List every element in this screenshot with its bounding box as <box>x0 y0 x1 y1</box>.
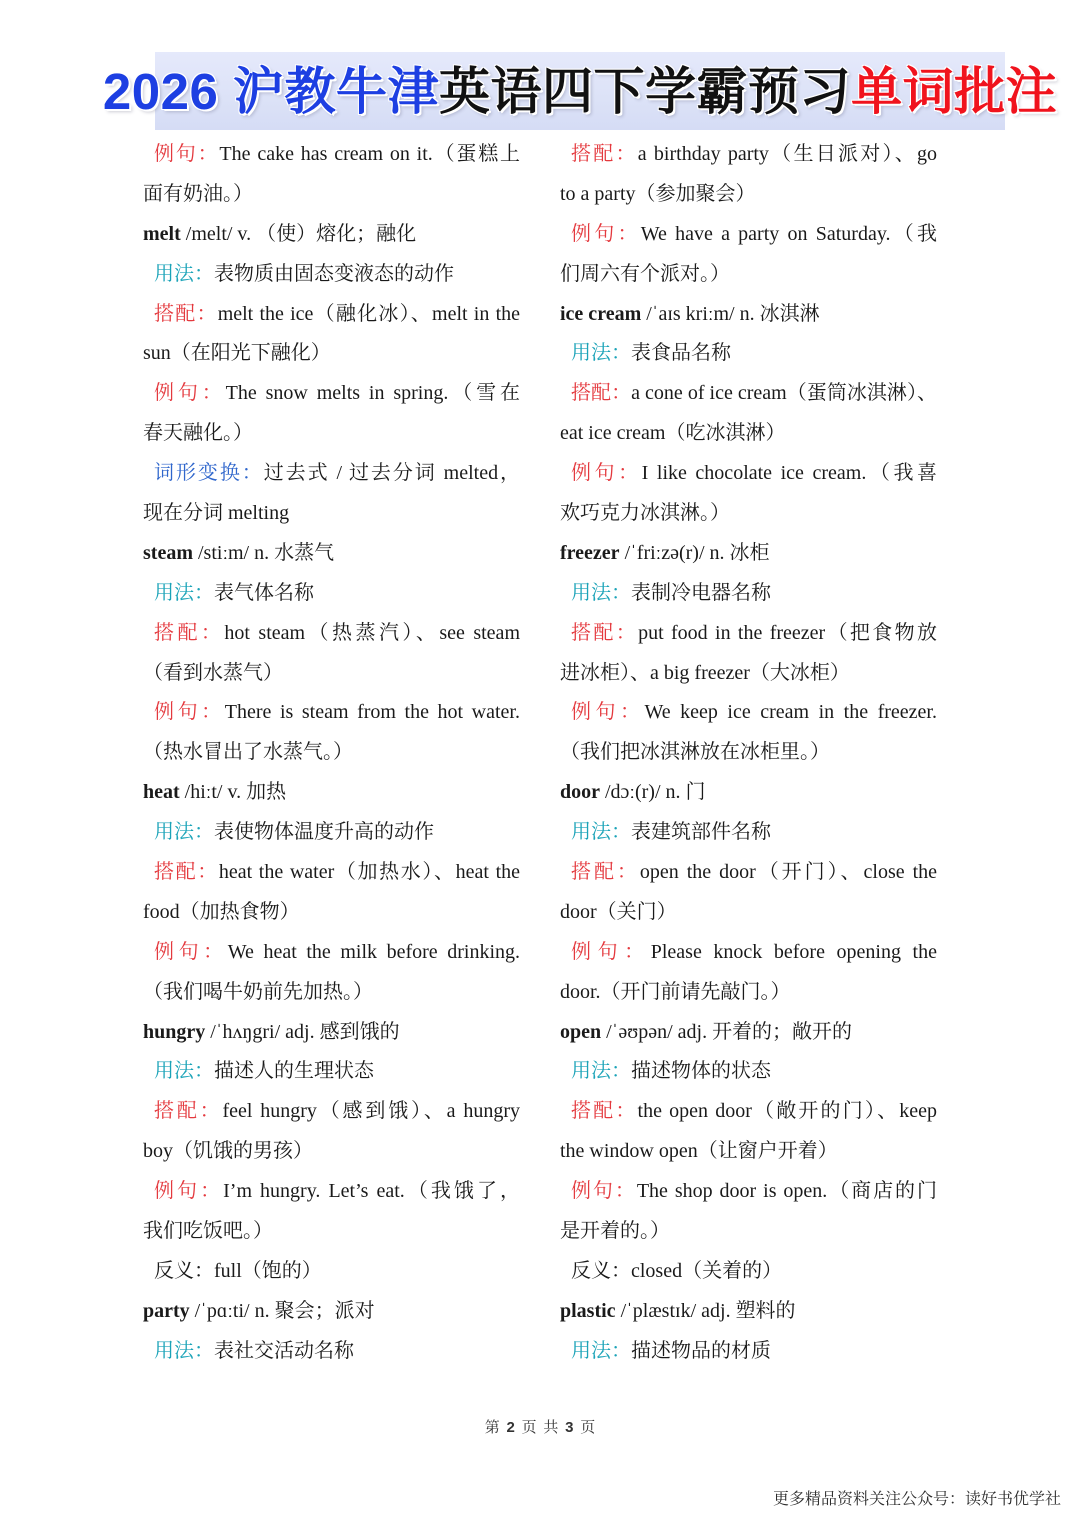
headword-line <box>560 534 937 574</box>
title-banner <box>102 52 1058 130</box>
page-suffix: 页 <box>580 1420 596 1436</box>
collocation-label: 搭配： <box>154 302 218 325</box>
headword: freezer <box>560 541 620 564</box>
headword-line <box>143 534 520 574</box>
line-text: full（饱的） <box>214 1259 322 1282</box>
usage-line <box>143 1332 520 1372</box>
continuation-line <box>143 973 520 1013</box>
collocation-line <box>143 295 520 335</box>
line-text: door（关门） <box>560 900 677 923</box>
example-line <box>143 1172 520 1212</box>
usage-line <box>143 813 520 853</box>
headword: plastic <box>560 1299 616 1322</box>
page-title <box>102 62 1058 120</box>
line-text: 欢巧克力冰淇淋。） <box>560 502 730 525</box>
headword: open <box>560 1020 602 1043</box>
current-page: 2 <box>506 1419 515 1436</box>
usage-line <box>143 255 520 295</box>
line-text: door.（开门前请先敲门。） <box>560 980 791 1003</box>
collocation-label: 搭配： <box>154 621 225 644</box>
promo-note: 更多精品资料关注公众号：读好书优学社 <box>772 1491 1061 1508</box>
line-text: The shop door is open.（商店的门 <box>636 1180 937 1203</box>
headword: heat <box>143 781 180 804</box>
example-label: 例句： <box>154 940 228 963</box>
example-label: 例句： <box>571 940 651 963</box>
line-text: We have a party on Saturday.（我 <box>640 222 938 245</box>
example-label: 例句： <box>571 222 641 245</box>
headword: party <box>143 1299 190 1322</box>
continuation-line <box>560 733 937 773</box>
collocation-label: 搭配： <box>154 861 219 884</box>
line-text: put food in the freezer（把食物放 <box>638 621 937 644</box>
usage-line <box>560 1332 937 1372</box>
continuation-line <box>143 893 520 933</box>
example-line <box>143 135 520 175</box>
continuation-line <box>143 334 520 374</box>
collocation-line <box>143 1092 520 1132</box>
line-text: eat ice cream（吃冰淇淋） <box>560 422 786 445</box>
line-text: 过去式 / 过去分词 melted， <box>263 462 521 485</box>
line-text: We keep ice cream in the freezer. <box>644 701 937 724</box>
continuation-line <box>143 654 520 694</box>
usage-line <box>560 813 937 853</box>
headword-line <box>143 215 520 255</box>
line-text: 进冰柜）、a big freezer（大冰柜） <box>560 661 850 684</box>
headword-line <box>560 1013 937 1053</box>
headword-line <box>143 1292 520 1332</box>
example-line <box>560 215 937 255</box>
line-text: Please knock before opening the <box>650 940 937 963</box>
collocation-line <box>560 1092 937 1132</box>
usage-line <box>143 1052 520 1092</box>
continuation-line <box>560 175 937 215</box>
continuation-line <box>143 733 520 773</box>
headword: hungry <box>143 1020 206 1043</box>
antonym-label: 反义： <box>154 1259 214 1282</box>
continuation-line <box>560 414 937 454</box>
line-text: 是开着的。） <box>560 1220 670 1243</box>
headword-line <box>560 1292 937 1332</box>
line-text: /ˈaɪs kriːm/ n. 冰淇淋 <box>646 302 820 325</box>
collocation-line <box>143 614 520 654</box>
line-text: /ˈfriːzə(r)/ n. 冰柜 <box>624 541 770 564</box>
word-forms-label: 词形变换： <box>154 462 264 485</box>
line-text: 表气体名称 <box>214 581 314 604</box>
example-line <box>143 374 520 414</box>
line-text: We heat the milk before drinking. <box>227 940 520 963</box>
line-text: /ˈhʌŋgri/ adj. 感到饿的 <box>210 1020 400 1043</box>
collocation-line <box>560 374 937 414</box>
headword-line <box>143 1013 520 1053</box>
line-text: a cone of ice cream（蛋筒冰淇淋）、 <box>631 382 937 405</box>
total-pages: 3 <box>565 1419 574 1436</box>
example-line <box>560 693 937 733</box>
line-text: I like chocolate ice cream.（我喜 <box>641 462 937 485</box>
example-line <box>560 1172 937 1212</box>
example-label: 例句： <box>154 701 225 724</box>
line-text: 表建筑部件名称 <box>631 821 771 844</box>
usage-line <box>560 1052 937 1092</box>
title-series: 2026 沪教牛津 <box>102 62 440 120</box>
usage-label: 用法： <box>571 581 631 604</box>
page-middle: 页 共 <box>521 1420 559 1436</box>
example-label: 例句： <box>154 1180 224 1203</box>
collocation-label: 搭配： <box>154 1100 223 1123</box>
line-text: sun（在阳光下融化） <box>143 342 331 365</box>
collocation-label: 搭配： <box>571 1100 638 1123</box>
line-text: heat the water（加热水）、heat the <box>218 861 521 884</box>
line-text: feel hungry（感到饿）、a hungry <box>222 1100 521 1123</box>
line-text: （我们喝牛奶前先加热。） <box>143 980 373 1003</box>
line-text: hot steam（热蒸汽）、see steam <box>224 621 520 644</box>
left-column <box>143 135 520 1372</box>
line-text: （看到水蒸气） <box>143 661 283 684</box>
collocation-line <box>560 853 937 893</box>
line-text: （我们把冰淇淋放在冰柜里。） <box>560 741 830 764</box>
example-line <box>143 933 520 973</box>
line-text: boy（饥饿的男孩） <box>143 1140 313 1163</box>
line-text: The snow melts in spring.（雪在 <box>225 382 520 405</box>
line-text: 描述物品的材质 <box>631 1339 771 1362</box>
line-text: 表制冷电器名称 <box>631 581 771 604</box>
headword: door <box>560 781 600 804</box>
line-text: 表物质由固态变液态的动作 <box>214 262 454 285</box>
usage-line <box>560 334 937 374</box>
line-text: a birthday party（生日派对）、go <box>637 143 937 165</box>
headword-line <box>143 773 520 813</box>
line-text: /stiːm/ n. 水蒸气 <box>197 541 335 564</box>
continuation-line <box>560 893 937 933</box>
right-column <box>560 135 937 1372</box>
line-text: 现在分词 melting <box>143 502 290 525</box>
example-line <box>560 933 937 973</box>
line-text: /dɔː(r)/ n. 门 <box>605 781 706 804</box>
headword: melt <box>143 222 181 245</box>
continuation-line <box>560 1132 937 1172</box>
headword: steam <box>143 541 193 564</box>
line-text: The cake has cream on it.（蛋糕上 <box>219 143 520 165</box>
title-subject: 英语四下学霸预习 <box>439 62 852 120</box>
line-text: /ˈəʊpən/ adj. 开着的；敞开的 <box>606 1020 853 1043</box>
usage-label: 用法： <box>571 1060 631 1083</box>
continuation-line <box>143 175 520 215</box>
line-text: food（加热食物） <box>143 900 300 923</box>
line-text: I’m hungry. Let’s eat.（我饿了， <box>223 1180 520 1203</box>
example-label: 例句： <box>154 382 226 405</box>
headword-line <box>560 295 937 335</box>
usage-label: 用法： <box>571 342 631 365</box>
continuation-line <box>560 654 937 694</box>
usage-line <box>143 574 520 614</box>
usage-label: 用法： <box>154 1339 214 1362</box>
usage-label: 用法： <box>571 1339 631 1362</box>
continuation-line <box>560 973 937 1013</box>
line-text: 描述物体的状态 <box>631 1060 771 1083</box>
continuation-line <box>560 255 937 295</box>
line-text: （热水冒出了水蒸气。） <box>143 741 353 764</box>
line-text: /hiːt/ v. 加热 <box>184 781 287 804</box>
line-text: melt the ice（融化冰）、melt in the <box>217 302 521 325</box>
line-text: There is steam from the hot water. <box>224 701 520 724</box>
usage-line <box>560 574 937 614</box>
example-label: 例句： <box>571 1180 637 1203</box>
usage-label: 用法： <box>154 262 214 285</box>
collocation-label: 搭配： <box>571 621 639 644</box>
continuation-line <box>143 1132 520 1172</box>
line-text: 们周六有个派对。） <box>560 262 730 285</box>
usage-label: 用法： <box>571 821 631 844</box>
continuation-line <box>143 1212 520 1252</box>
collocation-label: 搭配： <box>571 382 632 405</box>
continuation-line <box>560 1212 937 1252</box>
usage-label: 用法： <box>154 1060 214 1083</box>
collocation-label: 搭配： <box>571 143 638 165</box>
collocation-line <box>143 853 520 893</box>
page-prefix: 第 <box>484 1420 500 1436</box>
example-label: 例句： <box>571 701 645 724</box>
collocation-line <box>560 614 937 654</box>
usage-label: 用法： <box>154 821 214 844</box>
example-line <box>143 693 520 733</box>
antonym-label: 反义： <box>571 1259 631 1282</box>
line-text: open the door（开门）、close the <box>639 861 937 884</box>
line-text: 表使物体温度升高的动作 <box>214 821 434 844</box>
collocation-line <box>560 135 937 175</box>
line-text: /melt/ v. （使）熔化；融化 <box>185 222 417 245</box>
example-label: 例句： <box>154 143 220 165</box>
antonym-line <box>143 1252 520 1292</box>
line-text: the open door（敞开的门）、keep <box>637 1100 937 1123</box>
line-text: 春天融化。） <box>143 422 253 445</box>
collocation-label: 搭配： <box>571 861 640 884</box>
example-label: 例句： <box>571 462 642 485</box>
continuation-line <box>143 494 520 534</box>
page-number <box>0 1418 1080 1438</box>
line-text: 表食品名称 <box>631 342 731 365</box>
line-text: the window open（让窗户开着） <box>560 1140 838 1163</box>
continuation-line <box>143 414 520 454</box>
line-text: 面有奶油。） <box>143 182 253 205</box>
usage-label: 用法： <box>154 581 214 604</box>
continuation-line <box>560 494 937 534</box>
line-text: 描述人的生理状态 <box>214 1060 374 1083</box>
antonym-line <box>560 1252 937 1292</box>
line-text: to a party（参加聚会） <box>560 182 756 205</box>
word-forms-line <box>143 454 520 494</box>
headword: ice cream <box>560 302 642 325</box>
title-topic: 单词批注 <box>851 62 1058 120</box>
line-text: /ˈplæstɪk/ adj. 塑料的 <box>620 1299 796 1322</box>
line-text: 我们吃饭吧。） <box>143 1220 273 1243</box>
line-text: /ˈpɑːti/ n. 聚会；派对 <box>194 1299 375 1322</box>
example-line <box>560 454 937 494</box>
line-text: closed（关着的） <box>631 1259 783 1282</box>
line-text: 表社交活动名称 <box>214 1339 354 1362</box>
headword-line <box>560 773 937 813</box>
